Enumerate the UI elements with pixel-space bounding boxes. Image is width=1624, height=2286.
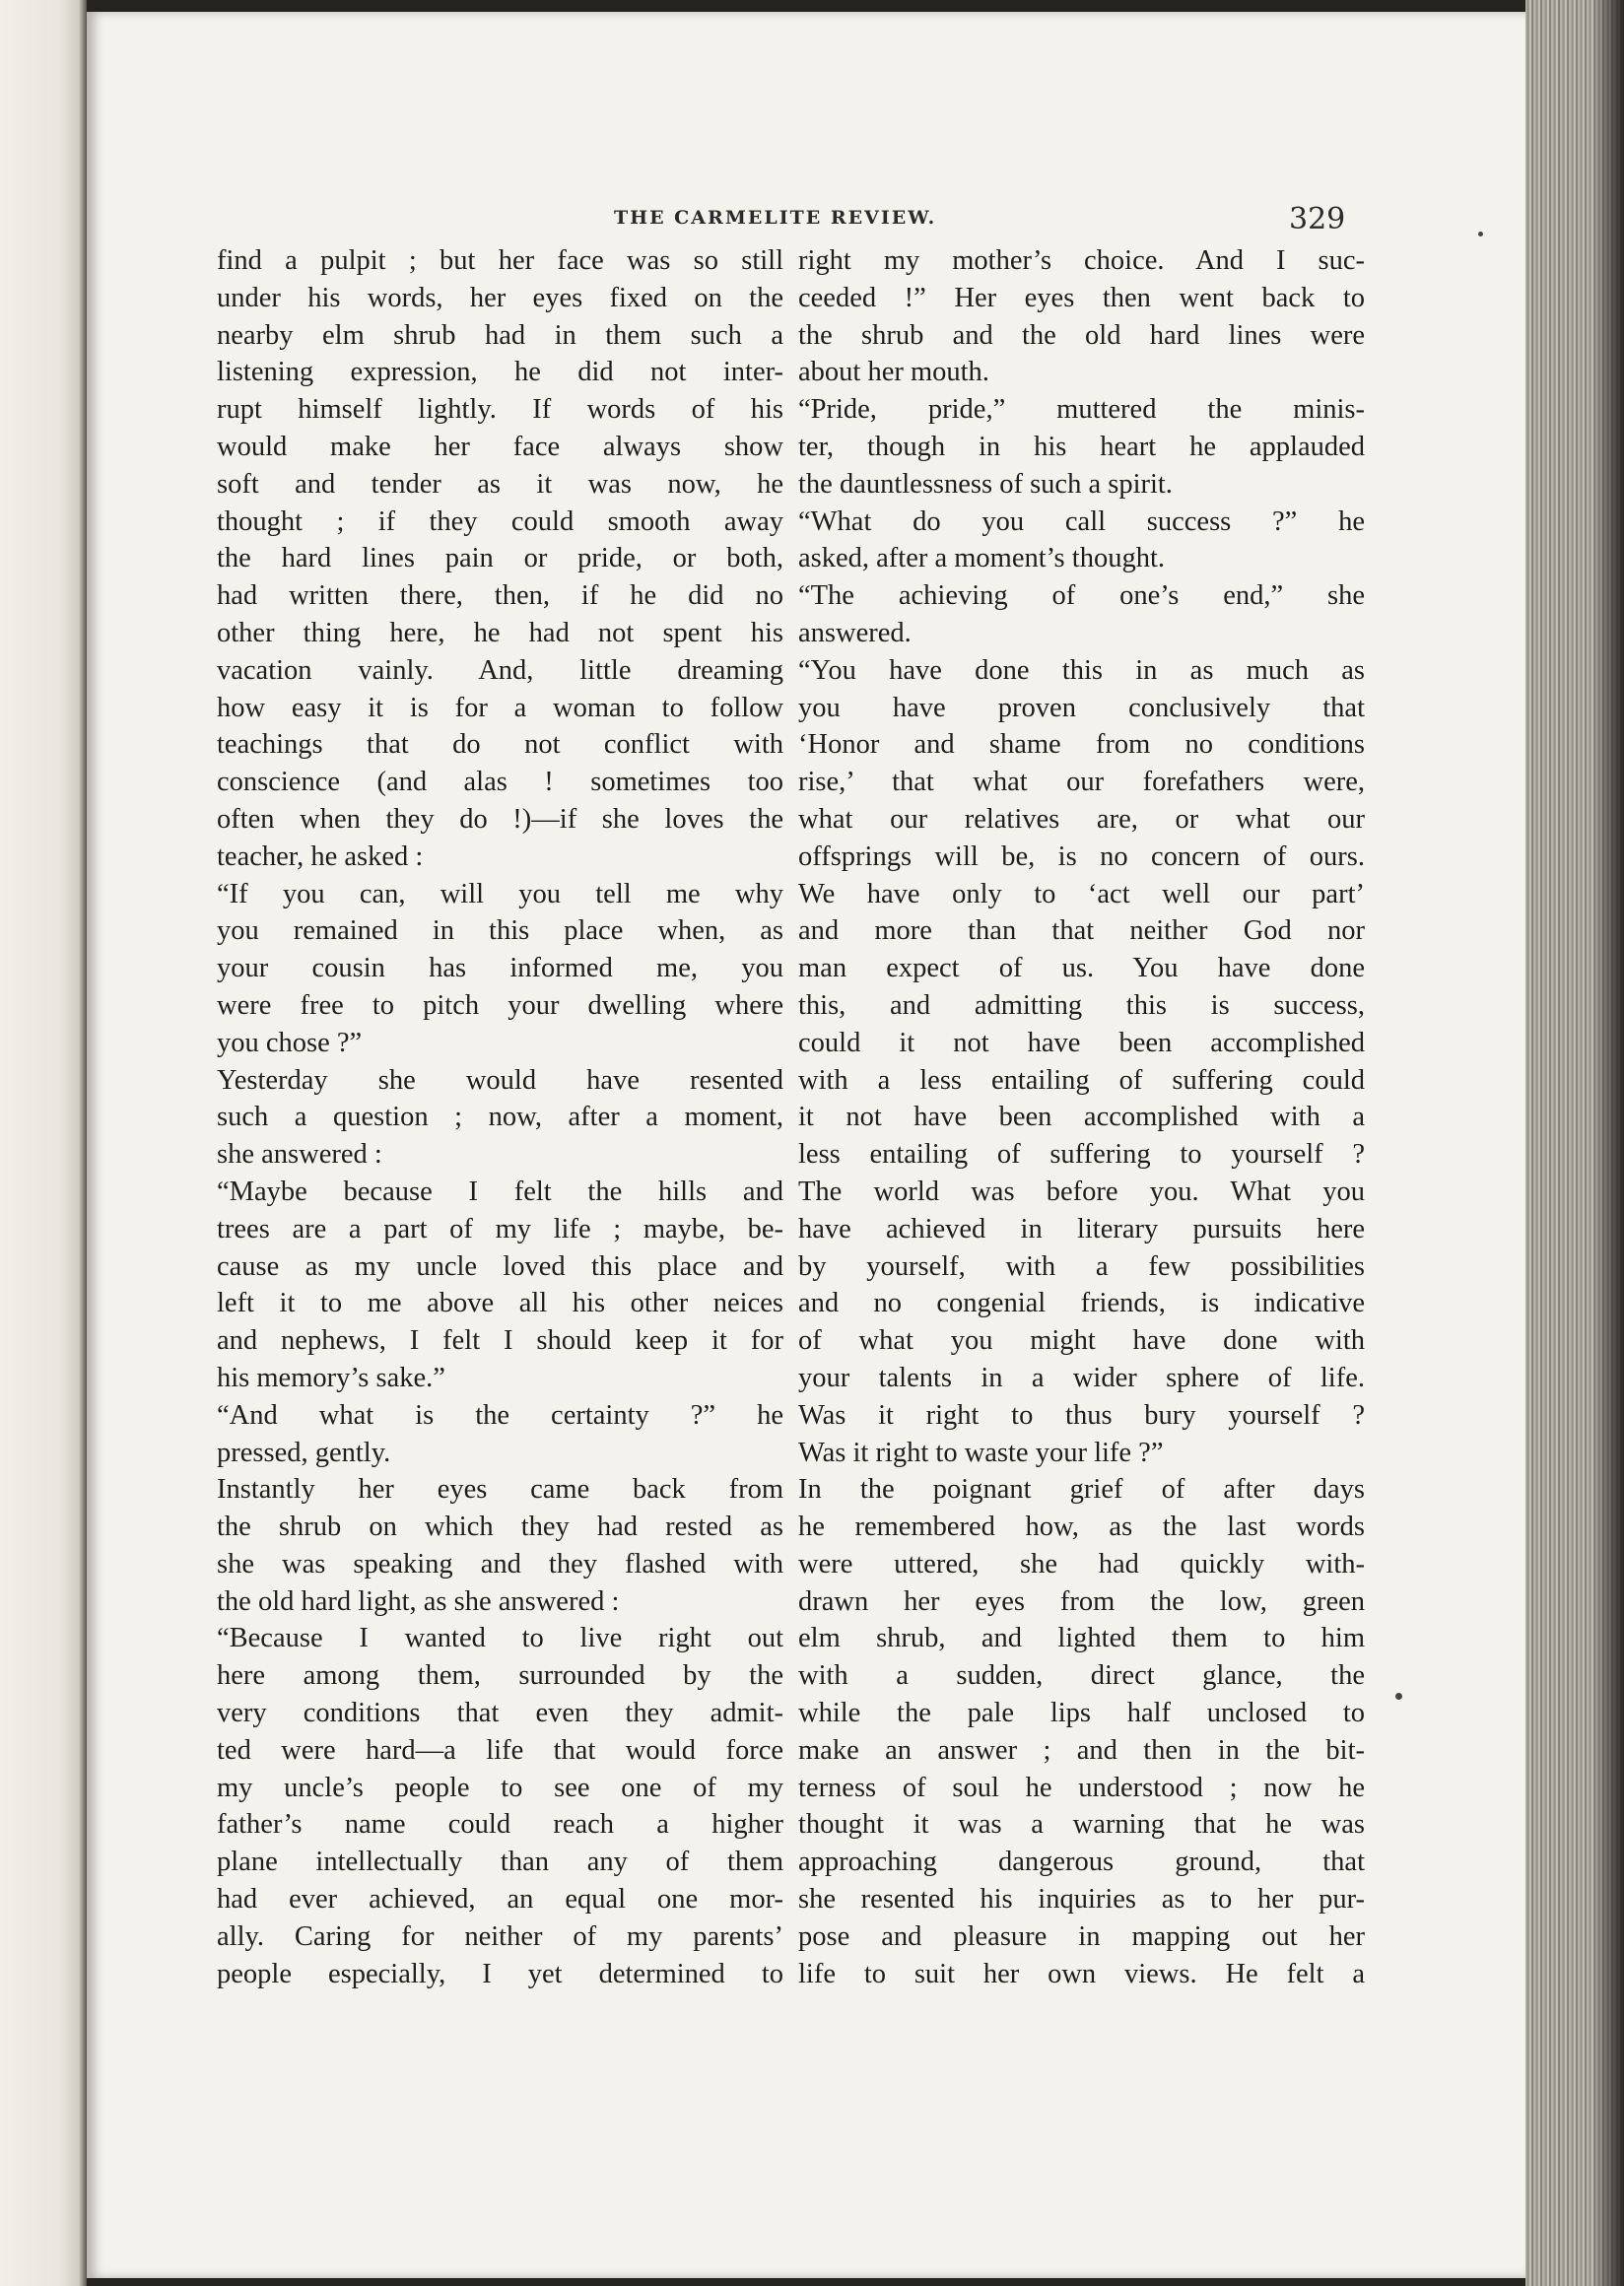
text-line: make an answer ; and then in the bit- xyxy=(798,1734,1365,1766)
text-line: offsprings will be, is no concern of ours. xyxy=(798,840,1365,872)
text-line: answered. xyxy=(798,617,912,648)
text-line: with a less entailing of suffering could xyxy=(798,1064,1365,1096)
text-line: approaching dangerous ground, that xyxy=(798,1847,1365,1878)
print-speck xyxy=(1395,1693,1402,1700)
text-line: your talents in a wider sphere of life. xyxy=(798,1362,1365,1393)
text-line: what our relatives are, or what our xyxy=(798,803,1365,835)
text-line: how easy it is for a woman to follow xyxy=(217,692,783,723)
text-line: his memory’s sake.” xyxy=(217,1362,445,1393)
text-line: and nephews, I felt I should keep it for xyxy=(217,1325,783,1357)
text-line: “If you can, will you tell me why xyxy=(217,878,783,909)
text-line: In the poignant grief of after days xyxy=(798,1474,1365,1506)
text-line: the shrub on which they had rested as xyxy=(217,1512,783,1543)
text-line: had ever achieved, an equal one mor- xyxy=(217,1884,783,1916)
text-line: under his words, her eyes fixed on the xyxy=(217,282,783,313)
text-line: elm shrub, and lighted them to him xyxy=(798,1623,1365,1654)
text-line: trees are a part of my life ; maybe, be- xyxy=(217,1213,783,1244)
text-line: you remained in this place when, as xyxy=(217,915,783,947)
text-line: teacher, he asked : xyxy=(217,840,424,872)
page-number: 329 xyxy=(1289,202,1346,236)
text-line: pose and pleasure in mapping out her xyxy=(798,1920,1365,1952)
text-line: very conditions that even they admit- xyxy=(217,1698,783,1729)
text-line: ter, though in his heart he applauded xyxy=(798,431,1365,462)
text-line: ‘Honor and shame from no conditions xyxy=(798,729,1365,761)
text-line: father’s name could reach a higher xyxy=(217,1809,783,1841)
text-line: plane intellectually than any of them xyxy=(217,1847,783,1878)
text-line: with a sudden, direct glance, the xyxy=(798,1660,1365,1692)
text-line: Was it right to waste your life ?” xyxy=(798,1437,1164,1468)
text-line: The world was before you. What you xyxy=(798,1176,1365,1207)
text-line: drawn her eyes from the low, green xyxy=(798,1585,1365,1617)
text-line: the old hard light, as she answered : xyxy=(217,1585,620,1617)
text-column-left xyxy=(217,242,783,1992)
text-line: conscience (and alas ! sometimes too xyxy=(217,767,783,798)
text-line: the shrub and the old hard lines were xyxy=(798,319,1365,351)
text-line: could it not have been accomplished xyxy=(798,1027,1365,1058)
text-line: cause as my uncle loved this place and xyxy=(217,1250,783,1282)
text-line: other thing here, he had not spent his xyxy=(217,617,783,648)
text-line: asked, after a moment’s thought. xyxy=(798,543,1165,574)
running-head: THE CARMELITE REVIEW. xyxy=(614,207,937,229)
text-line: ally. Caring for neither of my parents’ xyxy=(217,1920,783,1952)
text-column-right xyxy=(798,242,1365,1992)
text-line: had written there, then, if he did no xyxy=(217,580,783,612)
text-line: “And what is the certainty ?” he xyxy=(217,1399,783,1431)
text-line: “What do you call success ?” he xyxy=(798,505,1365,537)
text-line: have achieved in literary pursuits here xyxy=(798,1213,1365,1244)
text-line: people especially, I yet determined to xyxy=(217,1958,783,1989)
text-line: right my mother’s choice. And I suc- xyxy=(798,245,1365,276)
text-line: she answered : xyxy=(217,1139,382,1171)
left-page-edge xyxy=(0,0,87,2286)
text-line: We have only to ‘act well our part’ xyxy=(798,878,1365,909)
page-header xyxy=(87,197,1368,246)
text-line: left it to me above all his other neices xyxy=(217,1288,783,1319)
text-line: “Maybe because I felt the hills and xyxy=(217,1176,783,1207)
text-line: pressed, gently. xyxy=(217,1437,391,1468)
text-line: find a pulpit ; but her face was so still xyxy=(217,245,783,276)
print-speck xyxy=(1478,232,1483,236)
text-line: he remembered how, as the last words xyxy=(798,1512,1365,1543)
text-line: often when they do !)—if she loves the xyxy=(217,803,783,835)
text-line: this, and admitting this is success, xyxy=(798,989,1365,1021)
text-line: she resented his inquiries as to her pur- xyxy=(798,1884,1365,1916)
text-line: while the pale lips half unclosed to xyxy=(798,1698,1365,1729)
text-line: “Pride, pride,” muttered the minis- xyxy=(798,394,1365,426)
text-line: about her mouth. xyxy=(798,357,989,388)
text-line: listening expression, he did not inter- xyxy=(217,357,783,388)
text-line: you have proven conclusively that xyxy=(798,692,1365,723)
text-line: nearby elm shrub had in them such a xyxy=(217,319,783,351)
text-line: and no congenial friends, is indicative xyxy=(798,1288,1365,1319)
text-line: my uncle’s people to see one of my xyxy=(217,1772,783,1803)
text-line: teachings that do not conflict with xyxy=(217,729,783,761)
text-line: ted were hard—a life that would force xyxy=(217,1734,783,1766)
text-line: vacation vainly. And, little dreaming xyxy=(217,654,783,686)
text-line: thought it was a warning that he was xyxy=(798,1809,1365,1841)
text-line: ceeded !” Her eyes then went back to xyxy=(798,282,1365,313)
text-line: such a question ; now, after a moment, xyxy=(217,1102,783,1133)
text-line: man expect of us. You have done xyxy=(798,953,1365,984)
text-line: by yourself, with a few possibilities xyxy=(798,1250,1365,1282)
text-line: less entailing of suffering to yourself ? xyxy=(798,1139,1365,1171)
text-line: “Because I wanted to live right out xyxy=(217,1623,783,1654)
text-line: Instantly her eyes came back from xyxy=(217,1474,783,1506)
text-line: it not have been accomplished with a xyxy=(798,1102,1365,1133)
text-line: rise,’ that what our forefathers were, xyxy=(798,767,1365,798)
text-line: you chose ?” xyxy=(217,1027,363,1058)
text-line: soft and tender as it was now, he xyxy=(217,468,783,500)
text-line: “You have done this in as much as xyxy=(798,654,1365,686)
text-line: your cousin has informed me, you xyxy=(217,953,783,984)
text-line: of what you might have done with xyxy=(798,1325,1365,1357)
text-line: were free to pitch your dwelling where xyxy=(217,989,783,1021)
text-line: the dauntlessness of such a spirit. xyxy=(798,468,1173,500)
text-line: were uttered, she had quickly with- xyxy=(798,1548,1365,1580)
text-line: life to suit her own views. He felt a xyxy=(798,1958,1365,1989)
page-stack-edges xyxy=(1525,0,1624,2286)
text-line: Yesterday she would have resented xyxy=(217,1064,783,1096)
text-line: “The achieving of one’s end,” she xyxy=(798,580,1365,612)
text-line: the hard lines pain or pride, or both, xyxy=(217,543,783,574)
text-line: thought ; if they could smooth away xyxy=(217,505,783,537)
text-line: here among them, surrounded by the xyxy=(217,1660,783,1692)
text-line: she was speaking and they flashed with xyxy=(217,1548,783,1580)
text-line: terness of soul he understood ; now he xyxy=(798,1772,1365,1803)
text-line: rupt himself lightly. If words of his xyxy=(217,394,783,426)
text-line: would make her face always show xyxy=(217,431,783,462)
text-line: Was it right to thus bury yourself ? xyxy=(798,1399,1365,1431)
text-line: and more than that neither God nor xyxy=(798,915,1365,947)
